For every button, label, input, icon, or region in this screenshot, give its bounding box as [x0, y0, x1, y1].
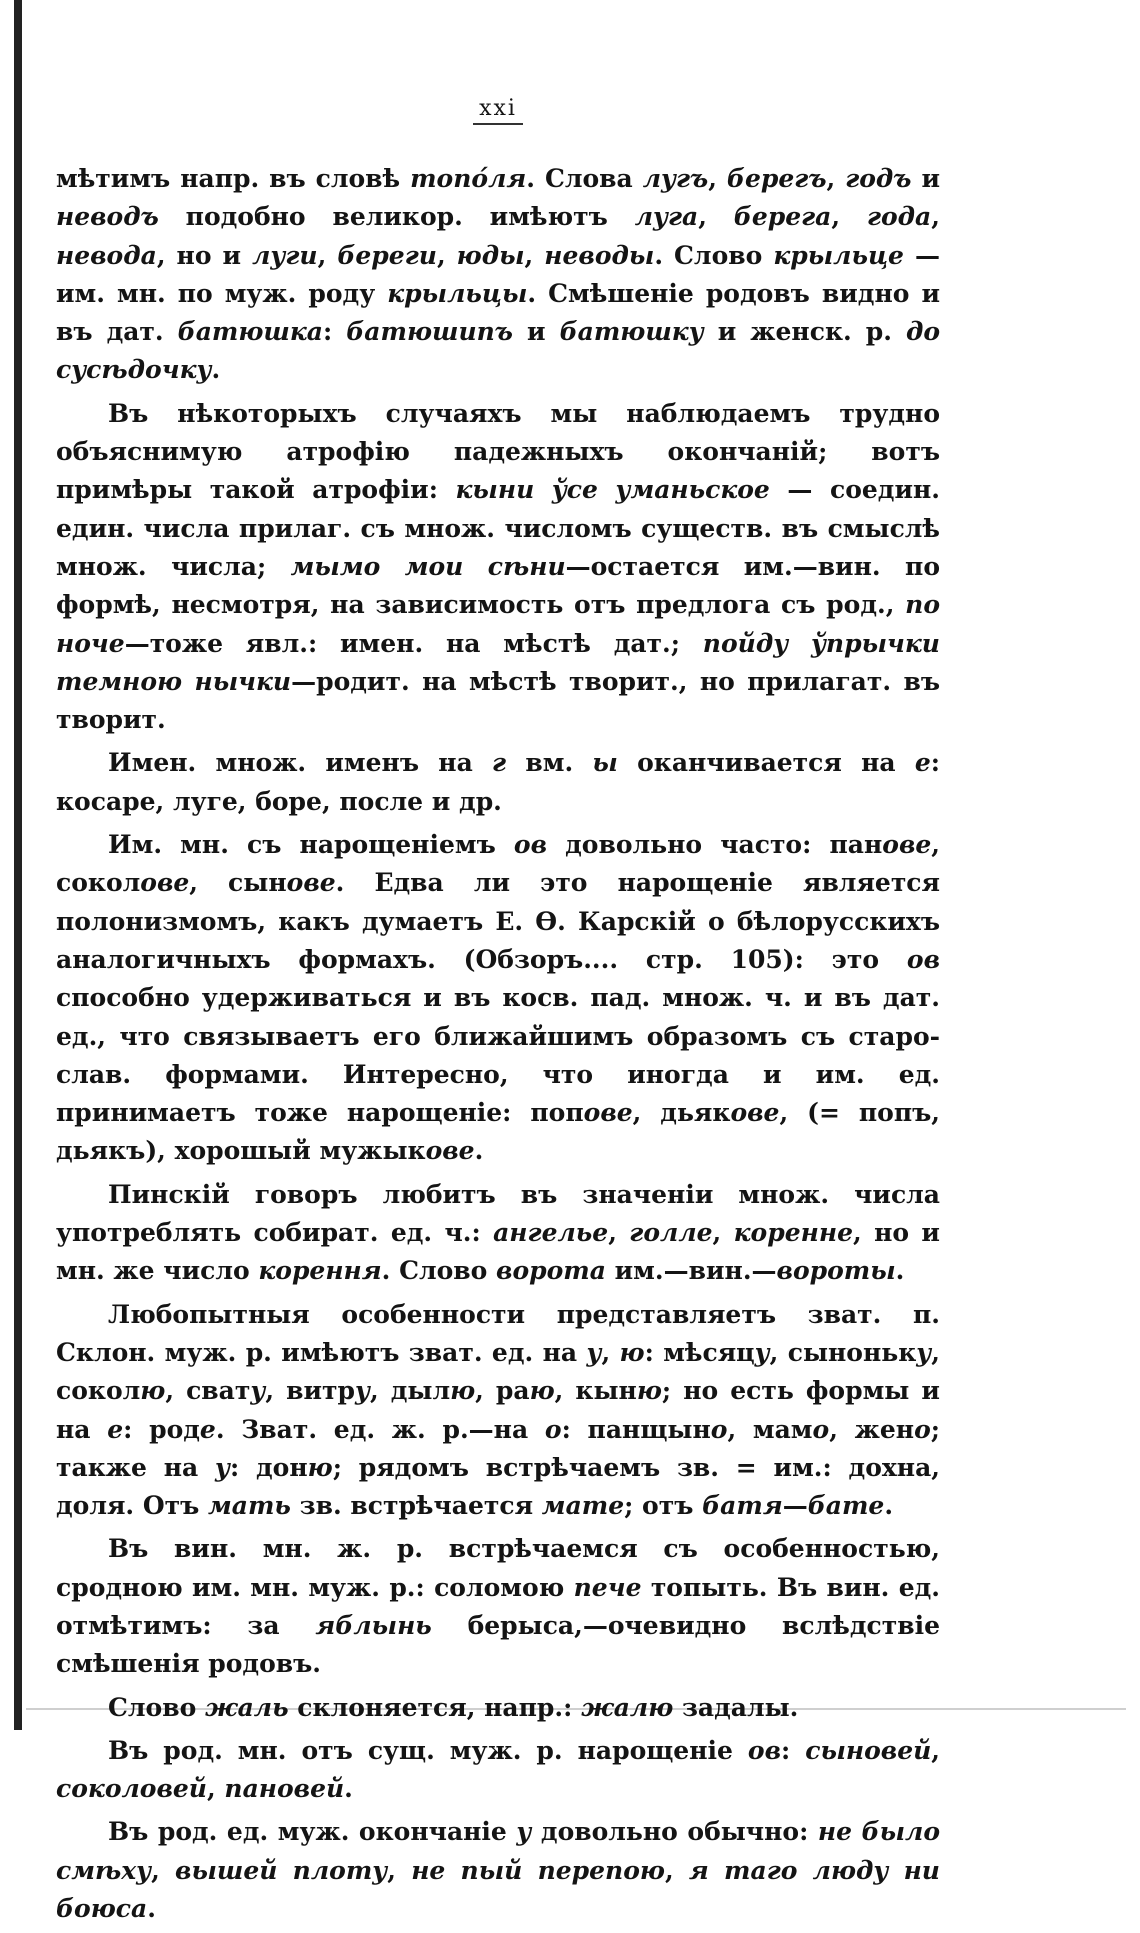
paragraph-10: Въ род. ед. муж. окончаніе у довольно обычно: не было смѣху, вышей плоту, не пый перепою, я таго люду ни боюса.	[56, 1817, 940, 1924]
paragraph-8: Слово жаль склоняется, напр.: жалю задалы.	[108, 1692, 799, 1722]
paragraph-7: Въ вин. мн. ж. р. встрѣчаемся съ особенностью, сродною им. мн. муж. р.: соломою пече топыть. Въ вин. ед. отмѣтимъ: за яблынь берыса,—очевидно вслѣдствіе смѣшенія родовъ.	[56, 1534, 940, 1679]
paragraph-5: Пинскій говоръ любитъ въ значеніи множ. числа употреблять собират. ед. ч.: ангелье, голле, коренне, но и мн. же число корення. Слово ворота им.—вин.—вороты.	[56, 1179, 940, 1286]
paragraph-9: Въ род. мн. отъ сущ. муж. р. нарощеніе ов: сыновей, соколовей, пановей.	[56, 1735, 940, 1804]
page-number: xxi	[473, 96, 523, 125]
paragraph-3: Имен. множ. именъ на г вм. ы оканчивается на е: косаре, луге, боре, после и др.	[56, 748, 940, 816]
paragraph-6: Любопытныя особенности представляетъ зват. п. Склон. муж. р. имѣютъ зват. ед. на у, ю: мѣсяцу, сыноньку, соколю, свату, витру, дылю, раю, кыню; но есть формы и на е: роде. Зват. ед. ж. р.—на о: панщыно, мамо, жено; также на у: доню; рядомъ встрѣчаемъ зв. = им.: дохна, доля. Отъ мать зв. встрѣчается мате; отъ батя—бате.	[56, 1299, 941, 1521]
paragraph-2: Въ нѣкоторыхъ случаяхъ мы наблюдаемъ трудно объяснимую атрофію падежныхъ окончаній; вотъ примѣры такой атрофіи: кыни ўсе уманьское — соедин. един. числа прилаг. съ множ. числомъ существ. въ смыслѣ множ. числа; мымо мои сѣни—остается им.—вин. по формѣ, несмотря, на зависимость отъ предлога съ род., по ноче—тоже явл.: имен. на мѣстѣ дат.; пойду ўпрычки темною нычки—родит. на мѣстѣ творит., но прилагат. въ творит.	[56, 398, 941, 735]
paragraph-4: Им. мн. съ нарощеніемъ ов довольно часто: панове, соколове, сынове. Едва ли это нарощеніе является полонизмомъ, какъ думаетъ Е. Ѳ. Карскій о бѣлорусскихъ аналогичныхъ формахъ. (Обзоръ.... стр. 105): это ов способно удерживаться и въ косв. пад. множ. ч. и въ дат. ед., что связываетъ его ближайшимъ образомъ съ старо-слав. формами. Интересно, что иногда и им. ед. принимаетъ тоже нарощеніе: попове, дьякове, (= попъ, дьякъ), хорошый мужыкове.	[56, 830, 940, 1166]
document-page	[56, 96, 940, 1933]
paragraph-1: мѣтимъ напр. въ словѣ топо́ля. Слова лугъ, берегъ, годъ и неводъ подобно великор. имѣютъ луга, берега, года, невода, но и луги, береги, юды, неводы. Слово крыльце — им. мн. по муж. роду крыльцы. Смѣшеніе родовъ видно и въ дат. батюшка: батюшипъ и батюшку и женск. р. до сусѣдочку.	[56, 164, 941, 385]
body-text	[56, 160, 940, 1928]
book-spine-edge	[0, 0, 26, 1730]
page-header	[56, 96, 940, 132]
